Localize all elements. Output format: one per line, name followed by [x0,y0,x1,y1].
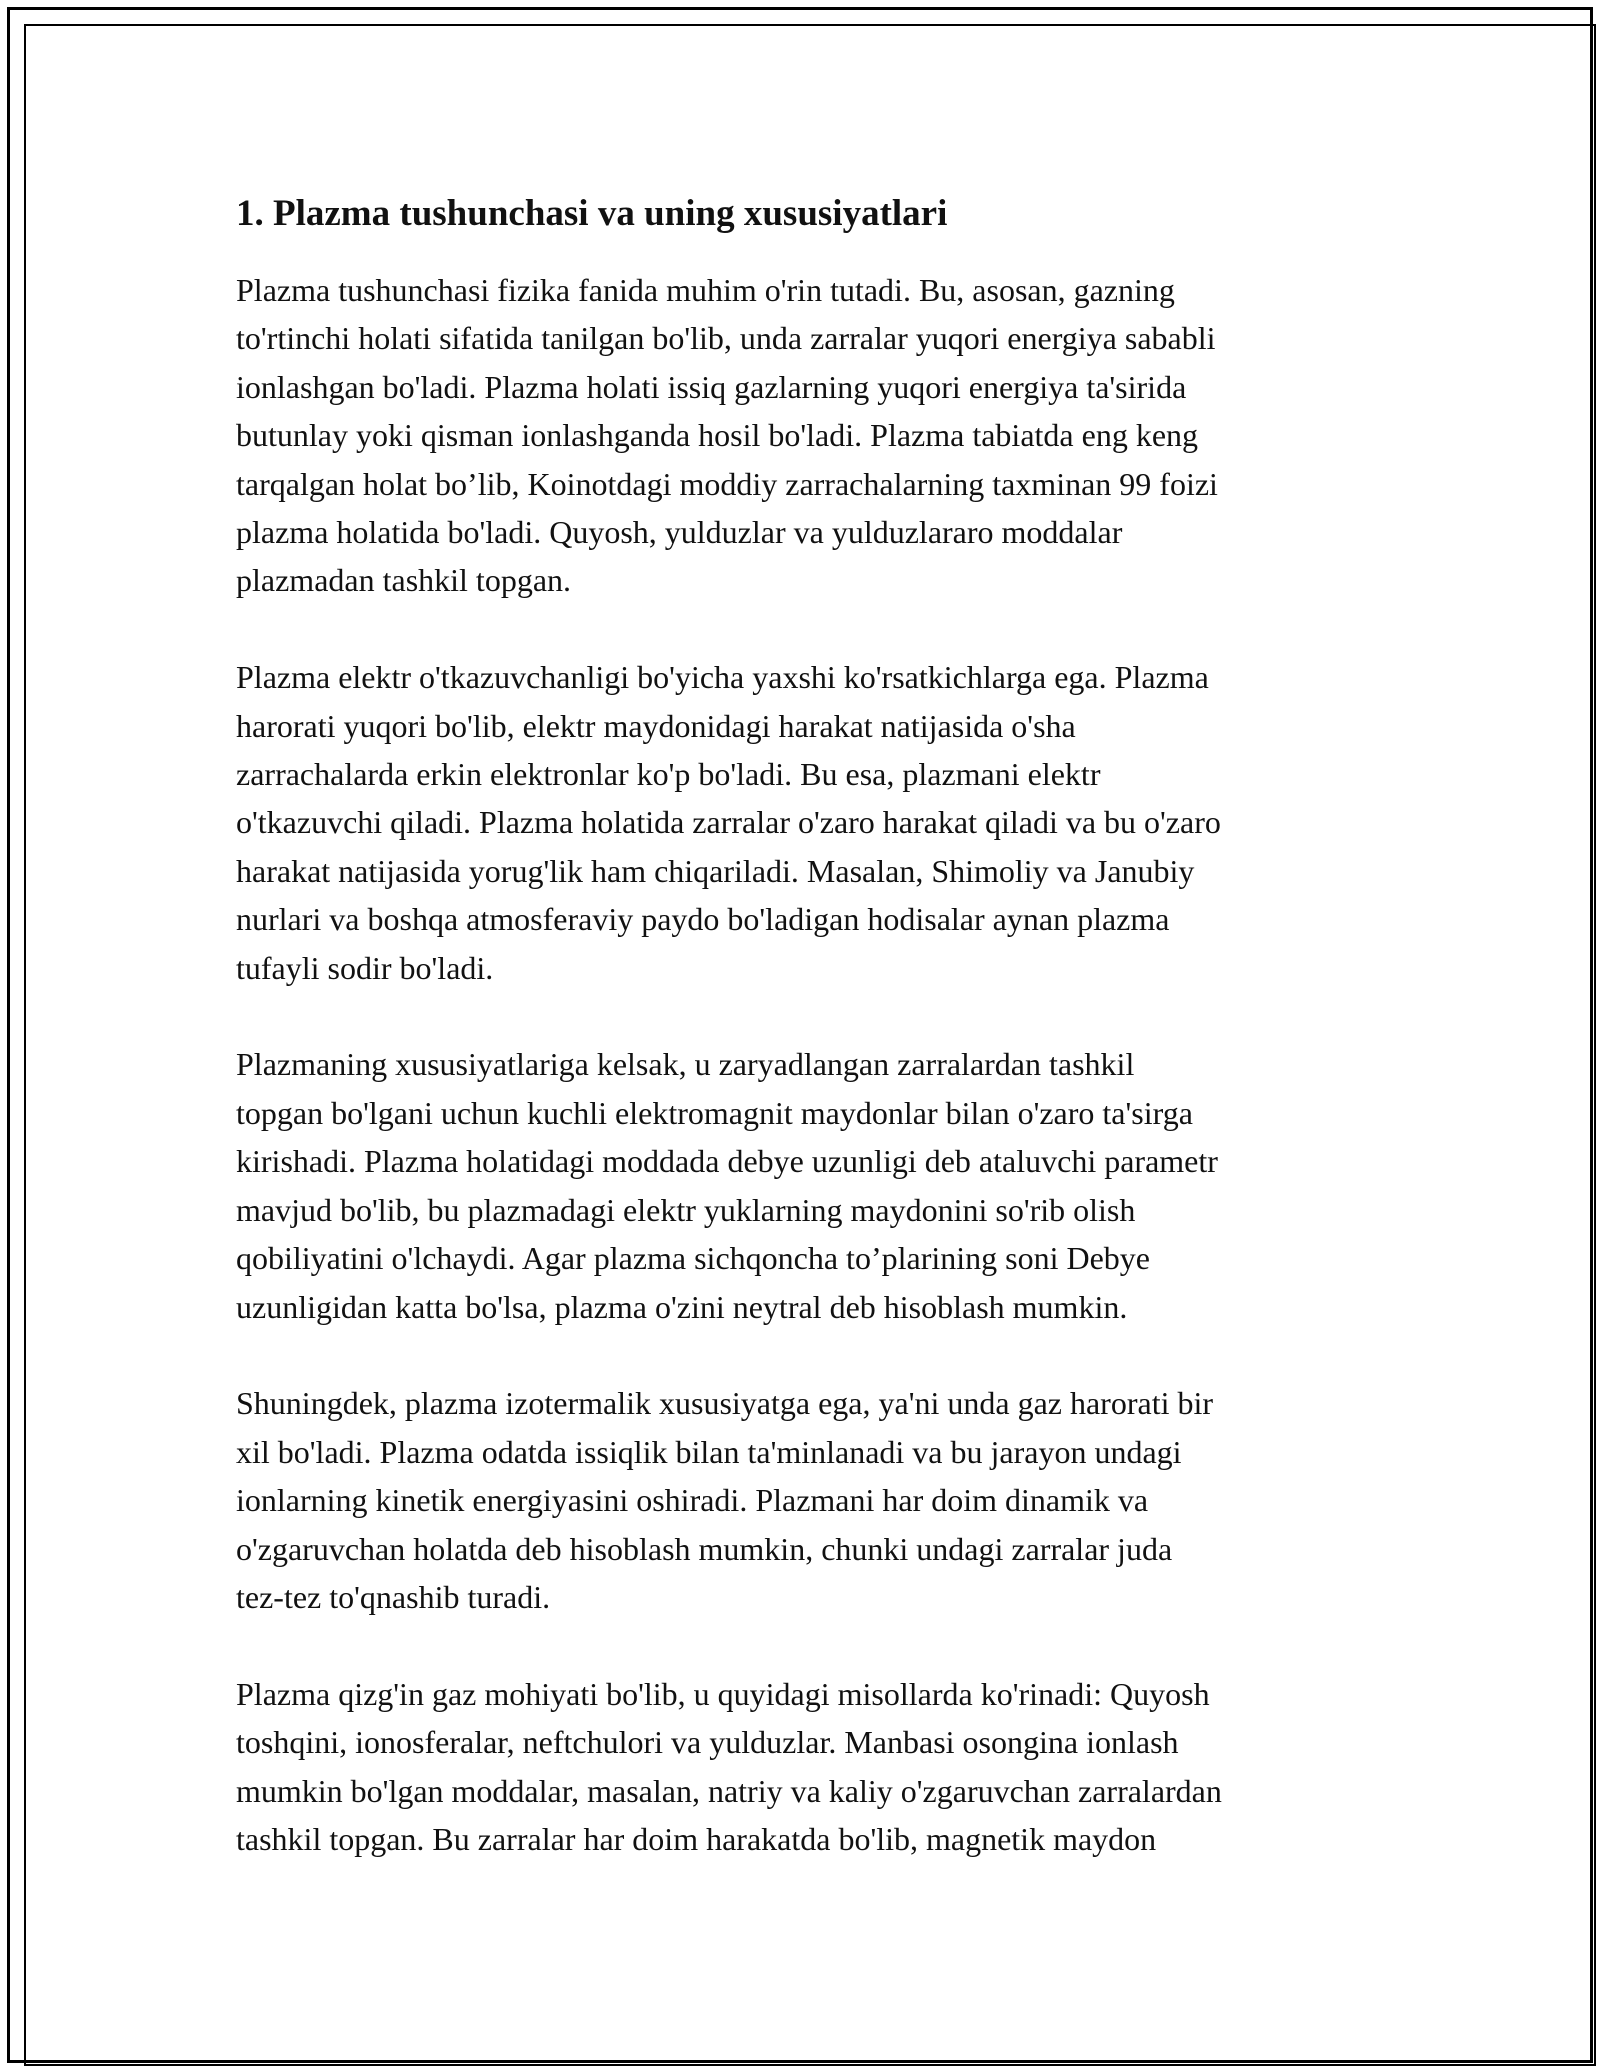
text-line: kirishadi. Plazma holatidagi moddada debye uzunligi deb ataluvchi parametr [236,1143,1218,1180]
text-line: butunlay yoki qisman ionlashganda hosil bo'ladi. Plazma tabiatda eng keng [236,417,1199,454]
text-line: mavjud bo'lib, bu plazmadagi elektr yuklarning maydonini so'rib olish [236,1191,1136,1228]
text-line: ionlashgan bo'ladi. Plazma holati issiq gazlarning yuqori energiya ta'sirida [236,368,1187,405]
text-line: nurlari va boshqa atmosferaviy paydo bo'ladigan hodisalar aynan plazma [236,901,1170,938]
text-line: harorati yuqori bo'lib, elektr maydonidagi harakat natijasida o'sha [236,707,1076,744]
text-line: Plazmaning xususiyatlariga kelsak, u zaryadlangan zarralardan tashkil [236,1046,1135,1083]
text-line: mumkin bo'lgan moddalar, masalan, natriy va kaliy o'zgaruvchan zarralardan [236,1772,1222,1809]
text-line: o'zgaruvchan holatda deb hisoblash mumkin, chunki undagi zarralar juda [236,1530,1173,1567]
text-line: plazma holatida bo'ladi. Quyosh, yulduzlar va yulduzlararo moddalar [236,514,1123,551]
text-line: plazmadan tashkil topgan. [236,562,572,599]
text-line: tufayli sodir bo'ladi. [236,949,494,986]
text-line: Plazma tushunchasi fizika fanida muhim o'rin tutadi. Bu, asosan, gazning [236,272,1175,308]
text-line: Plazma qizg'in gaz mohiyati bo'lib, u quyidagi misollarda ko'rinadi: Quyosh [236,1675,1210,1712]
paragraph-4 [236,1379,1376,1621]
text-line: zarrachalarda erkin elektronlar ko'p bo'ladi. Bu esa, plazmani elektr [236,756,1101,793]
text-line: toshqini, ionosferalar, neftchulori va yulduzlar. Manbasi osongina ionlash [236,1724,1179,1761]
paragraph-3 [236,1040,1376,1330]
text-line: topgan bo'lgani uchun kuchli elektromagnit maydonlar bilan o'zaro ta'sirga [236,1094,1193,1131]
paragraph-1 [236,266,1376,605]
document-body [236,188,1376,1863]
text-line: Plazma elektr o'tkazuvchanligi bo'yicha yaxshi ko'rsatkichlarga ega. Plazma [236,659,1209,696]
text-line: Shuningdek, plazma izotermalik xususiyatga ega, ya'ni unda gaz harorati bir [236,1385,1214,1422]
text-line: harakat natijasida yorug'lik ham chiqariladi. Masalan, Shimoliy va Janubiy [236,852,1195,889]
text-line: xil bo'ladi. Plazma odatda issiqlik bilan ta'minlanadi va bu jarayon undagi [236,1433,1182,1470]
text-line: ionlarning kinetik energiyasini oshiradi. Plazmani har doim dinamik va [236,1482,1149,1519]
text-line: o'tkazuvchi qiladi. Plazma holatida zarralar o'zaro harakat qiladi va bu o'zaro [236,804,1221,841]
paragraph-5 [236,1670,1376,1864]
text-line: tez-tez to'qnashib turadi. [236,1578,551,1615]
text-line: to'rtinchi holati sifatida tanilgan bo'lib, unda zarralar yuqori energiya sababli [236,320,1216,357]
text-line: tashkil topgan. Bu zarralar har doim harakatda bo'lib, magnetik maydon [236,1820,1157,1857]
paragraph-2 [236,653,1376,992]
text-line: uzunligidan katta bo'lsa, plazma o'zini neytral deb hisoblash mumkin. [236,1288,1128,1325]
text-line: qobiliyatini o'lchaydi. Agar plazma sichqoncha to’plarining soni Debye [236,1240,1150,1277]
section-heading: 1. Plazma tushunchasi va uning xususiyatlari [236,193,948,234]
text-line: tarqalgan holat bo’lib, Koinotdagi moddiy zarrachalarning taxminan 99 foizi [236,465,1218,502]
